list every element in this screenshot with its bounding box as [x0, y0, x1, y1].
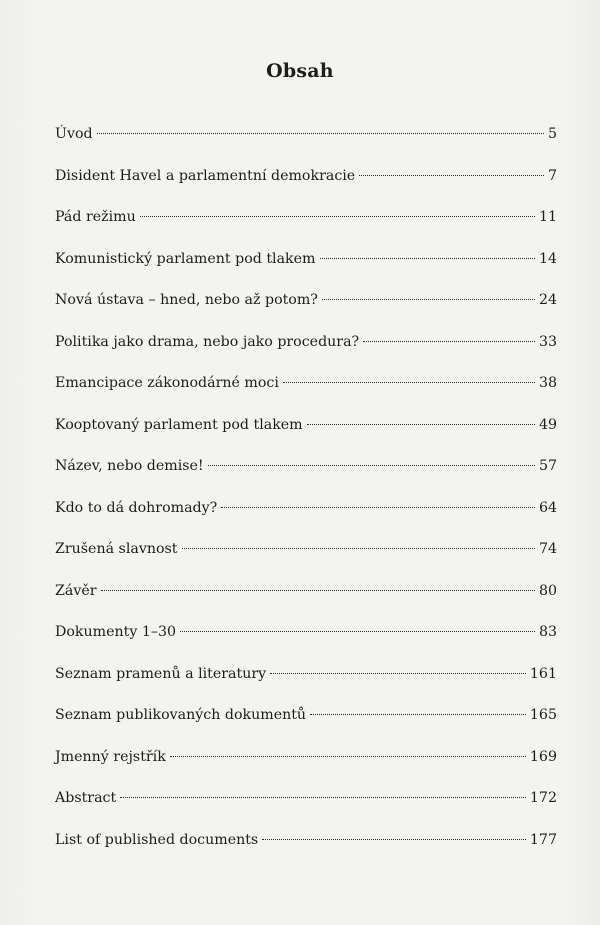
toc-entry-title: Jmenný rejstřík	[55, 748, 166, 765]
toc-entry-page: 172	[529, 790, 557, 806]
toc-entry	[55, 332, 557, 374]
toc-entry	[55, 622, 557, 664]
dot-leader	[208, 465, 535, 466]
toc-entry	[55, 788, 557, 830]
toc-entry-page: 169	[529, 748, 557, 765]
toc-entry	[55, 664, 557, 706]
toc-entry-page: 57	[538, 458, 557, 474]
toc-entry-title: List of published documents	[55, 831, 259, 848]
toc-entry	[55, 830, 557, 872]
dot-leader	[363, 341, 535, 342]
toc-entry	[55, 705, 557, 747]
toc-entry-title: Pád režimu	[55, 209, 136, 225]
dot-leader	[180, 631, 535, 632]
toc-entry-title: Úvod	[55, 126, 93, 142]
toc-entry-title: Nová ústava – hned, nebo až potom?	[55, 292, 318, 308]
toc-entry-page: 7	[547, 167, 557, 184]
table-of-contents	[55, 124, 557, 871]
dot-leader	[221, 507, 535, 508]
toc-entry-title: Dokumenty 1–30	[55, 624, 177, 640]
toc-entry-page: 49	[538, 416, 557, 433]
page-title: Obsah	[266, 60, 334, 82]
toc-entry-title: Kdo to dá dohromady?	[55, 499, 218, 516]
dot-leader	[283, 382, 535, 383]
toc-entry	[55, 415, 557, 457]
toc-entry	[55, 124, 557, 166]
toc-entry-title: Politika jako drama, nebo jako procedura?	[55, 333, 360, 350]
dot-leader	[310, 714, 526, 715]
toc-entry	[55, 456, 557, 498]
toc-entry-title: Seznam publikovaných dokumentů	[55, 707, 307, 723]
dot-leader	[320, 258, 535, 259]
toc-entry-page: 177	[529, 831, 557, 848]
toc-entry	[55, 207, 557, 249]
toc-entry-title: Název, nebo demise!	[55, 458, 204, 474]
dot-leader	[262, 839, 526, 840]
toc-entry	[55, 166, 557, 208]
toc-entry	[55, 581, 557, 623]
toc-entry-title: Zrušená slavnost	[55, 541, 178, 557]
toc-entry	[55, 498, 557, 540]
toc-entry-page: 11	[538, 209, 557, 225]
toc-entry-page: 80	[538, 582, 557, 599]
toc-entry-page: 33	[538, 333, 557, 350]
toc-entry-page: 161	[529, 665, 557, 682]
dot-leader	[140, 216, 535, 217]
toc-entry-page: 5	[547, 126, 557, 142]
toc-entry-page: 165	[529, 707, 557, 723]
toc-entry-page: 24	[538, 292, 557, 308]
dot-leader	[97, 133, 544, 134]
toc-entry-page: 14	[538, 250, 557, 267]
toc-entry	[55, 539, 557, 581]
toc-entry	[55, 747, 557, 789]
toc-entry-page: 64	[538, 499, 557, 516]
toc-entry-title: Seznam pramenů a literatury	[55, 665, 267, 682]
dot-leader	[270, 673, 526, 674]
toc-entry-page: 74	[538, 541, 557, 557]
toc-entry-title: Emancipace zákonodárné moci	[55, 375, 279, 391]
dot-leader	[359, 175, 544, 176]
dot-leader	[322, 299, 535, 300]
toc-entry	[55, 373, 557, 415]
toc-entry	[55, 249, 557, 291]
toc-entry-title: Abstract	[55, 790, 117, 806]
dot-leader	[170, 756, 526, 757]
dot-leader	[307, 424, 535, 425]
toc-entry-page: 38	[538, 375, 557, 391]
toc-entry	[55, 290, 557, 332]
toc-entry-page: 83	[538, 624, 557, 640]
dot-leader	[101, 590, 535, 591]
toc-entry-title: Disident Havel a parlamentní demokracie	[55, 167, 356, 184]
dot-leader	[120, 797, 526, 798]
dot-leader	[182, 548, 535, 549]
toc-entry-title: Závěr	[55, 582, 97, 599]
toc-entry-title: Komunistický parlament pod tlakem	[55, 250, 316, 267]
toc-entry-title: Kooptovaný parlament pod tlakem	[55, 416, 303, 433]
